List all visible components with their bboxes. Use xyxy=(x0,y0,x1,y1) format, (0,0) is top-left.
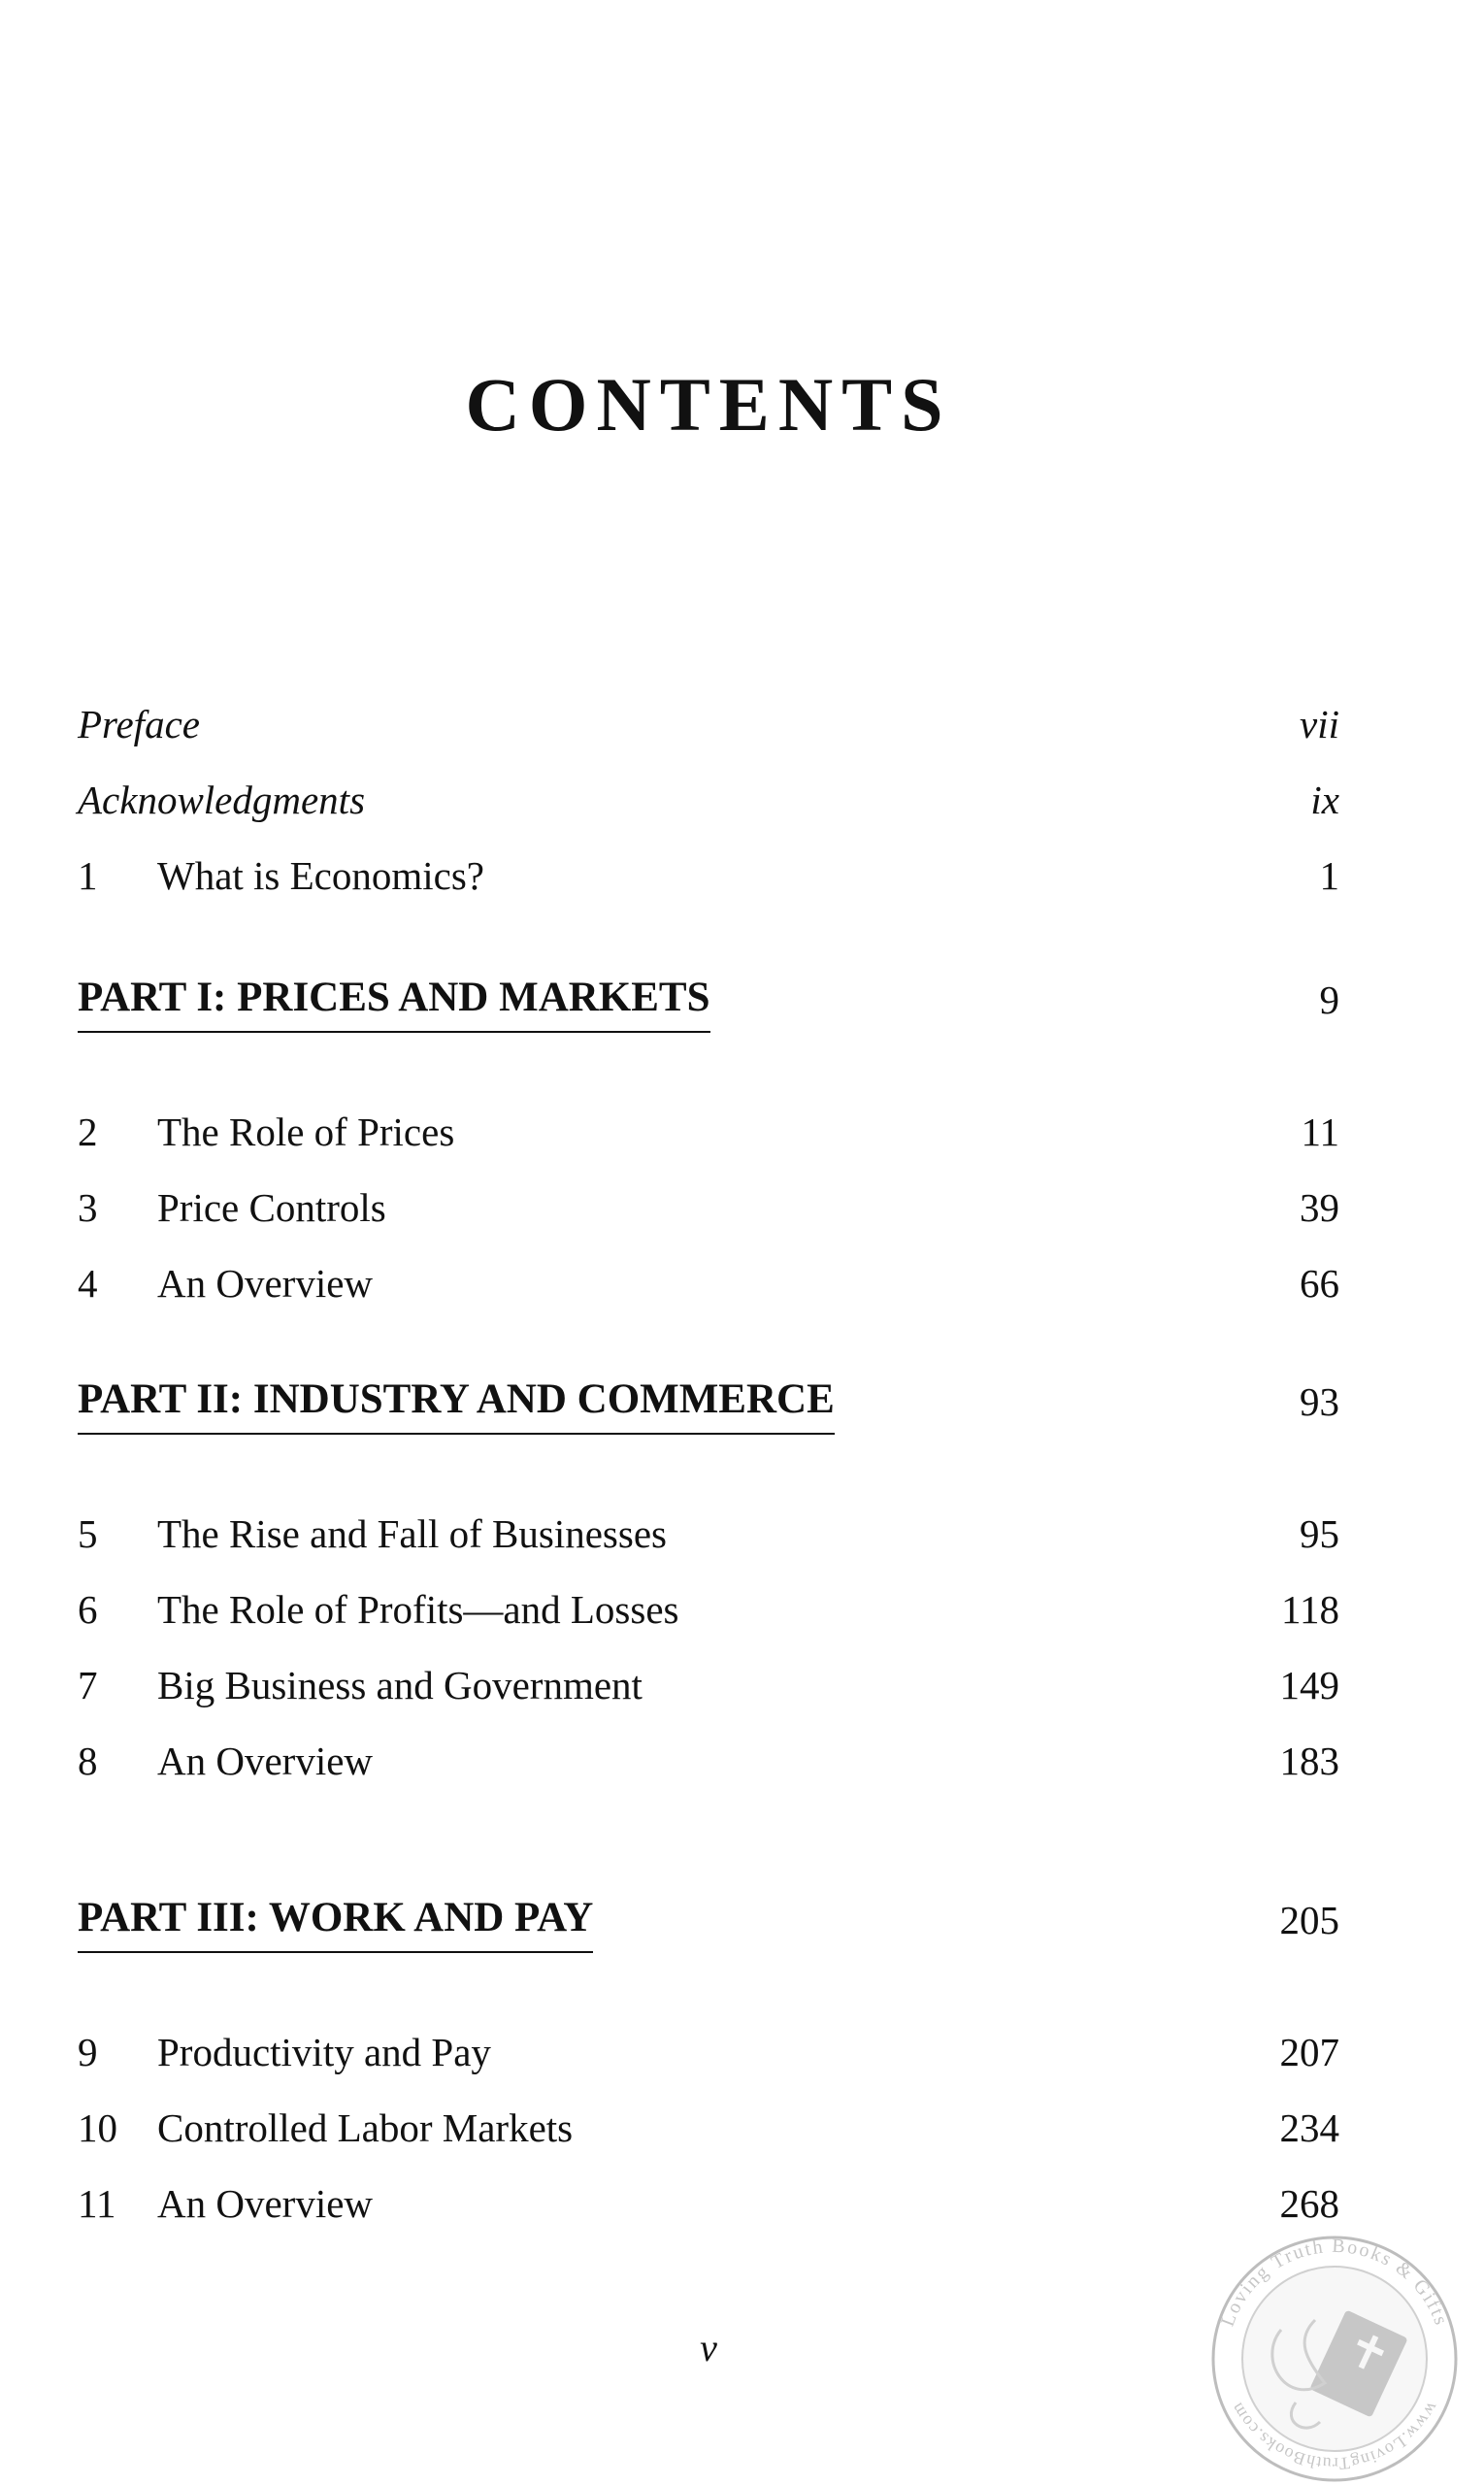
chapter-number: 11 xyxy=(78,2181,116,2226)
entry-title: An Overview xyxy=(157,1739,374,1783)
toc-part-2[interactable] xyxy=(78,1373,1339,1431)
toc-entry-chapter-4[interactable] xyxy=(78,1256,1339,1310)
entry-title: An Overview xyxy=(157,2181,374,2226)
entry-page: 207 xyxy=(1279,2030,1339,2074)
toc-entry-acknowledgments[interactable] xyxy=(78,773,1339,827)
chapter-number: 8 xyxy=(78,1739,98,1783)
entry-title: Productivity and Pay xyxy=(157,2030,491,2074)
toc-part-1[interactable] xyxy=(78,971,1339,1029)
part-page: 9 xyxy=(1319,977,1339,1022)
entry-title: What is Economics? xyxy=(157,853,485,898)
chapter-number: 2 xyxy=(78,1110,98,1154)
entry-page: 11 xyxy=(1301,1110,1339,1154)
part-title: PART III: WORK AND PAY xyxy=(78,1891,593,1953)
toc-entry-chapter-1[interactable] xyxy=(78,848,1339,903)
page-title: CONTENTS xyxy=(465,362,952,447)
toc-entry-chapter-5[interactable] xyxy=(78,1507,1339,1561)
entry-page: 95 xyxy=(1300,1511,1339,1556)
page-folio: v xyxy=(700,2326,717,2369)
toc-entry-chapter-3[interactable] xyxy=(78,1180,1339,1235)
toc-entry-chapter-9[interactable] xyxy=(78,2025,1339,2079)
chapter-number: 6 xyxy=(78,1587,98,1632)
entry-page: 149 xyxy=(1279,1663,1339,1707)
entry-page: vii xyxy=(1300,702,1339,746)
entry-title: The Role of Profits—and Losses xyxy=(157,1587,679,1632)
chapter-number: 9 xyxy=(78,2030,98,2074)
entry-title: The Role of Prices xyxy=(157,1110,455,1154)
part-page: 93 xyxy=(1300,1379,1339,1424)
chapter-number: 4 xyxy=(78,1261,98,1306)
chapter-number: 1 xyxy=(78,853,98,898)
toc-entry-preface[interactable] xyxy=(78,697,1339,751)
entry-title: Big Business and Government xyxy=(157,1663,643,1707)
part-page: 205 xyxy=(1279,1898,1339,1942)
entry-page: 234 xyxy=(1279,2105,1339,2150)
chapter-number: 7 xyxy=(78,1663,98,1707)
watermark-arc-text: Loving Truth Books & Gifts xyxy=(1216,2235,1453,2330)
part-title: PART I: PRICES AND MARKETS xyxy=(78,971,710,1033)
entry-page: 1 xyxy=(1319,853,1339,898)
watermark-stamp xyxy=(1189,2213,1480,2485)
entry-title: The Rise and Fall of Businesses xyxy=(157,1511,667,1556)
entry-page: 39 xyxy=(1300,1185,1339,1230)
entry-title: Acknowledgments xyxy=(78,778,366,822)
entry-title: Preface xyxy=(78,702,200,746)
toc-part-3[interactable] xyxy=(78,1891,1339,1949)
entry-page: 183 xyxy=(1279,1739,1339,1783)
watermark-url-text: www.LovingTruthBooks.com xyxy=(1226,2399,1443,2474)
entry-page: 118 xyxy=(1281,1587,1339,1632)
entry-title: Controlled Labor Markets xyxy=(157,2105,574,2150)
toc-entry-chapter-11[interactable] xyxy=(78,2176,1339,2231)
toc-entry-chapter-6[interactable] xyxy=(78,1582,1339,1637)
chapter-number: 3 xyxy=(78,1185,98,1230)
entry-title: Price Controls xyxy=(157,1185,386,1230)
toc-entry-chapter-10[interactable] xyxy=(78,2101,1339,2155)
entry-page: 268 xyxy=(1279,2181,1339,2226)
entry-page: ix xyxy=(1310,778,1339,822)
entry-title: An Overview xyxy=(157,1261,374,1306)
part-title: PART II: INDUSTRY AND COMMERCE xyxy=(78,1373,835,1435)
entry-page: 66 xyxy=(1300,1261,1339,1306)
toc-entry-chapter-7[interactable] xyxy=(78,1658,1339,1712)
toc-entry-chapter-2[interactable] xyxy=(78,1105,1339,1159)
chapter-number: 5 xyxy=(78,1511,98,1556)
toc-entry-chapter-8[interactable] xyxy=(78,1734,1339,1788)
chapter-number: 10 xyxy=(78,2105,117,2150)
